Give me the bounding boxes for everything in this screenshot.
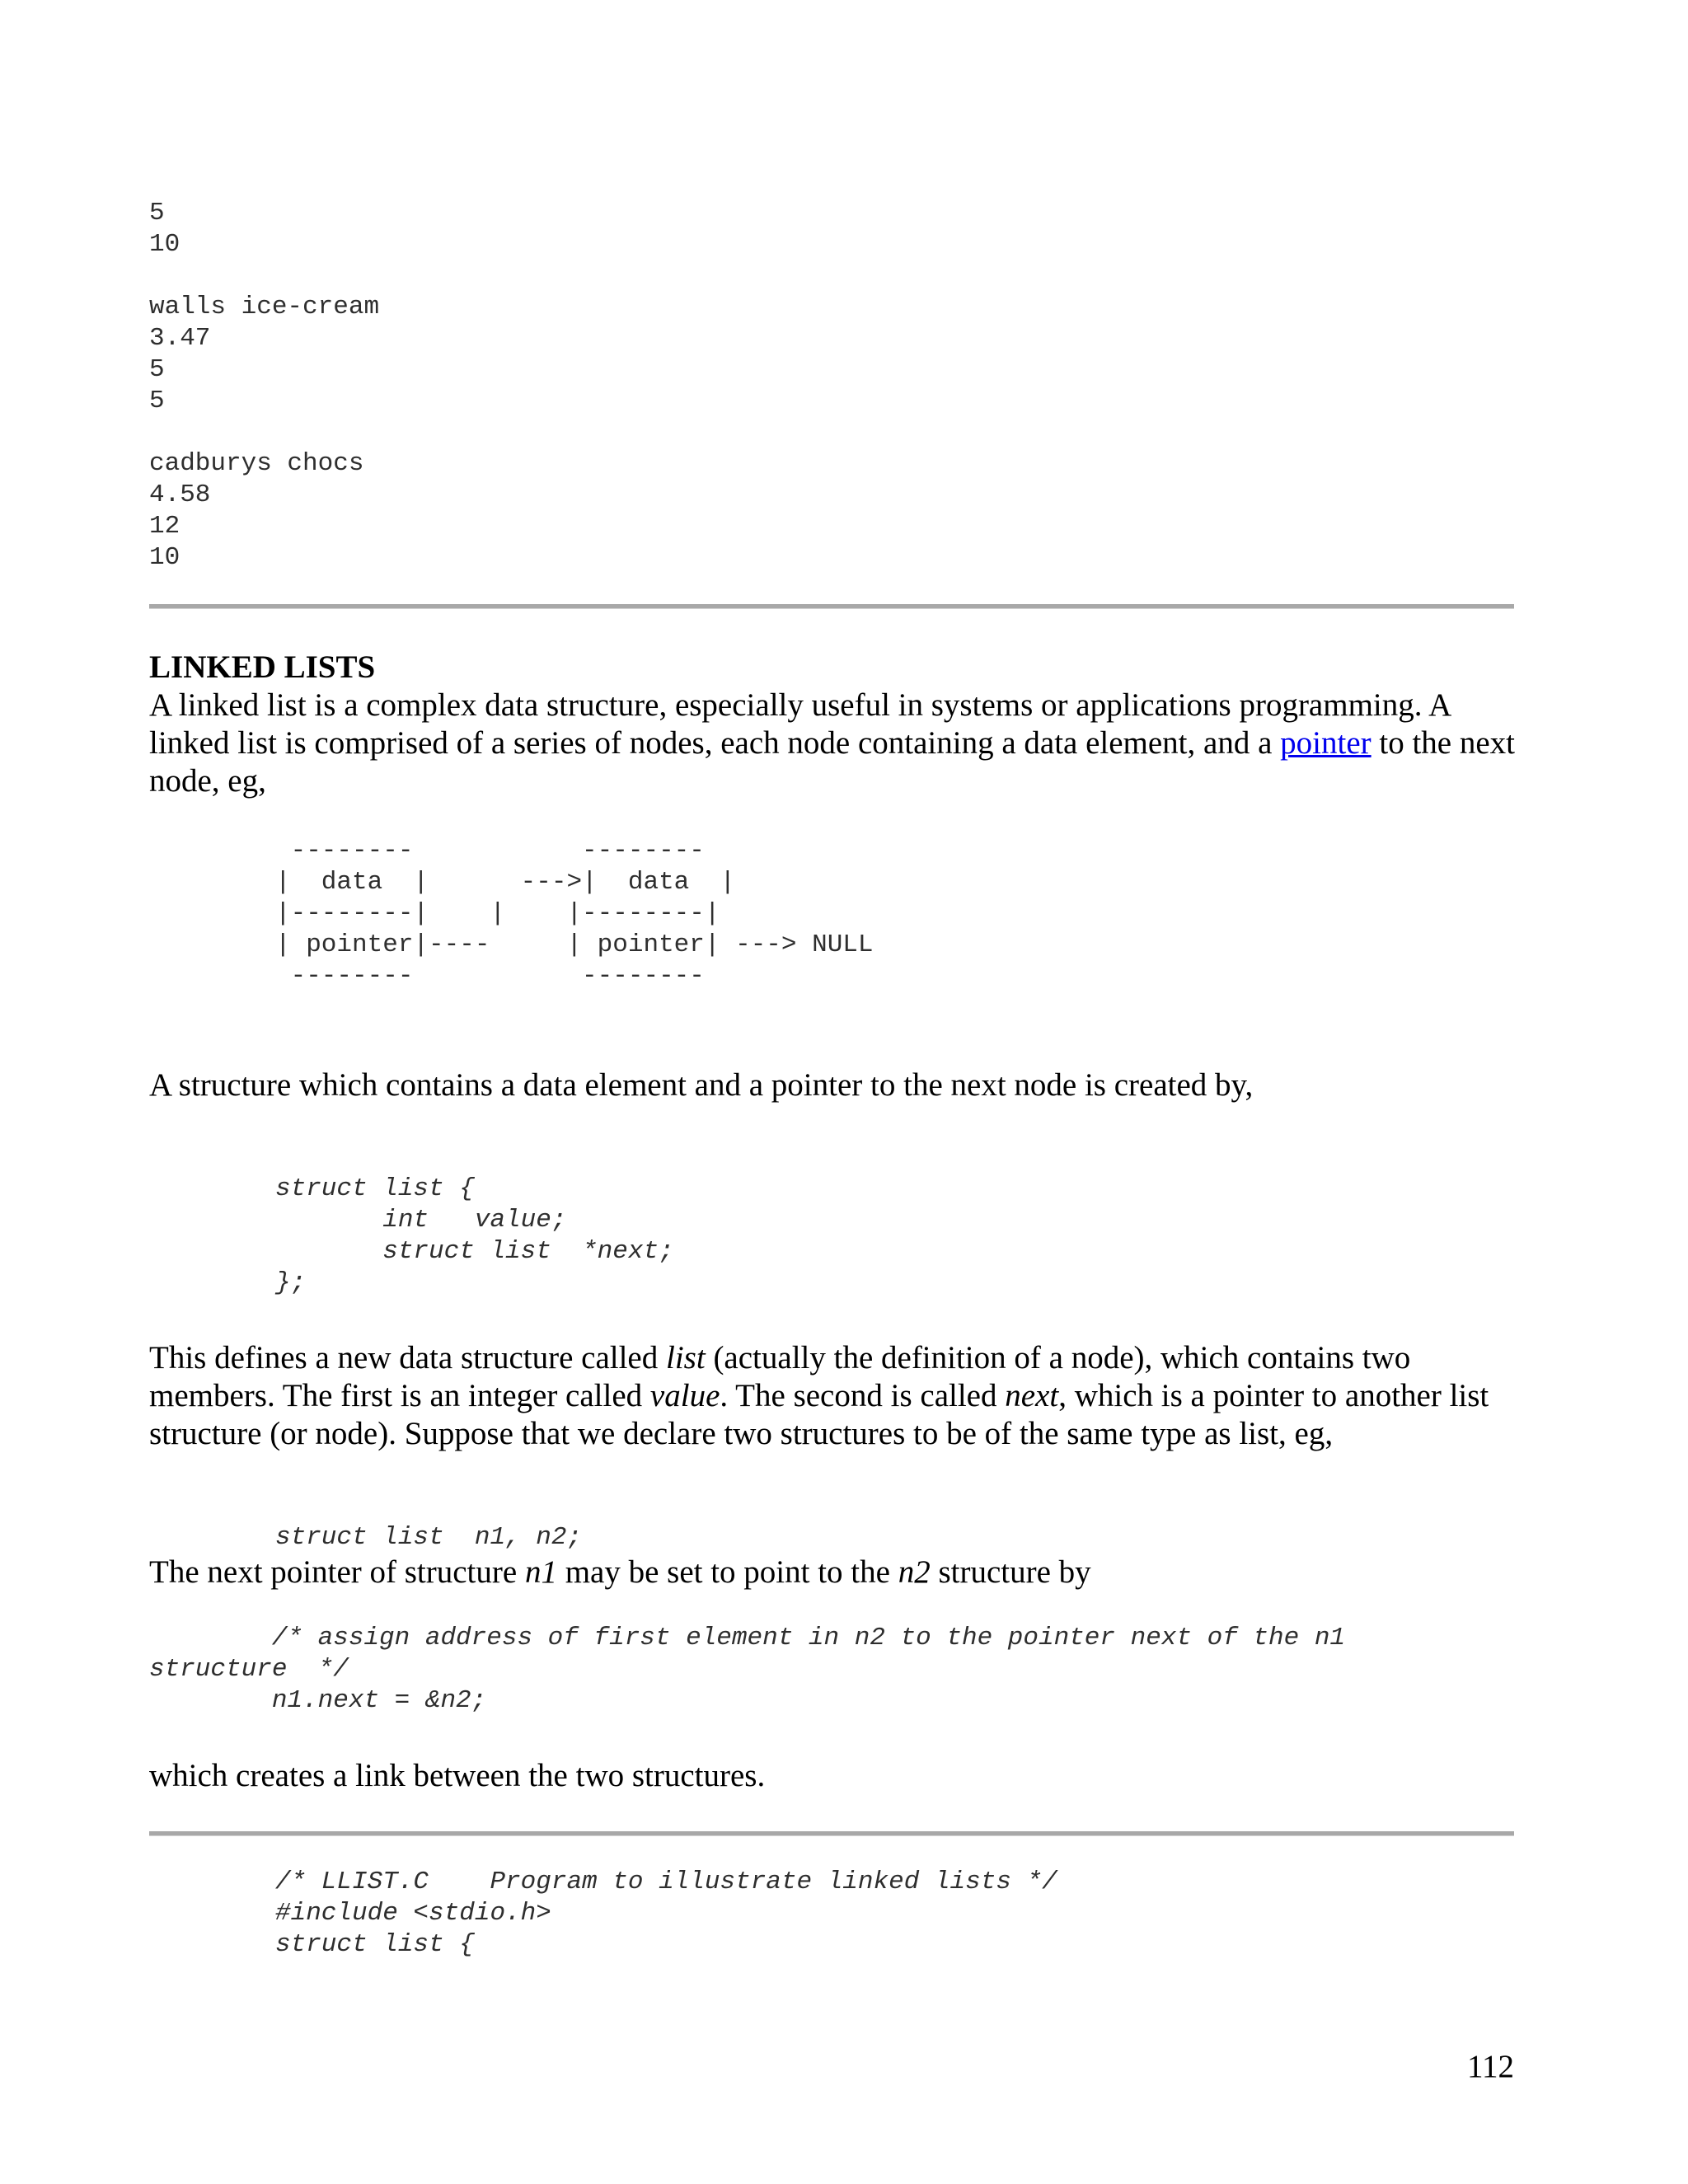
page-number: 112 bbox=[1466, 2049, 1514, 2084]
emphasis-n1: n1 bbox=[524, 1554, 557, 1590]
definition-paragraph bbox=[149, 1339, 1522, 1453]
code-line: structure */ bbox=[149, 1655, 349, 1684]
linked-lists-section bbox=[149, 649, 1517, 800]
emphasis-list: list bbox=[666, 1340, 706, 1376]
next-pointer-paragraph bbox=[149, 1554, 1517, 1591]
code-line: /* assign address of first element in n2 to the pointer next of the n1 bbox=[149, 1624, 1346, 1652]
diagram-line: | data | --->| data | bbox=[275, 868, 736, 897]
code-line: struct list *next; bbox=[275, 1237, 674, 1266]
declare-code-line: struct list n1, n2; bbox=[275, 1523, 583, 1552]
code-line: struct list { bbox=[275, 1930, 475, 1959]
code-line: #include <stdio.h> bbox=[275, 1899, 551, 1928]
output-line bbox=[149, 260, 379, 292]
struct-code-block bbox=[275, 1174, 674, 1299]
output-line: 3.47 bbox=[149, 324, 211, 353]
text-run: (actually the definition of a node), which contains two members. The first is an integer called bbox=[149, 1340, 1411, 1413]
assign-code-block bbox=[149, 1623, 1345, 1717]
text-run: , which is a pointer to another list structure (or node). Suppose that we declare two structures to be of the same type as list, eg, bbox=[149, 1378, 1489, 1451]
emphasis-n2: n2 bbox=[898, 1554, 931, 1590]
text-run: This defines a new data structure called bbox=[149, 1340, 666, 1376]
code-line: /* LLIST.C Program to illustrate linked lists */ bbox=[275, 1868, 1057, 1896]
code-line: n1.next = &n2; bbox=[149, 1686, 487, 1715]
diagram-line: |--------| | |--------| bbox=[275, 899, 720, 928]
code-line: }; bbox=[275, 1268, 307, 1297]
output-line: 10 bbox=[149, 543, 181, 572]
output-line: 12 bbox=[149, 512, 181, 541]
code-line: struct list { bbox=[275, 1174, 475, 1203]
emphasis-value: value bbox=[649, 1378, 720, 1413]
output-line: walls ice-cream bbox=[149, 293, 380, 321]
structure-paragraph: A structure which contains a data element and a pointer to the next node is created by, bbox=[149, 1067, 1254, 1103]
diagram-line: -------- -------- bbox=[275, 962, 705, 991]
output-line: 5 bbox=[149, 199, 165, 227]
output-line: 10 bbox=[149, 230, 181, 259]
horizontal-rule bbox=[149, 604, 1514, 609]
emphasis-next: next bbox=[1005, 1378, 1059, 1413]
intro-paragraph bbox=[149, 687, 1517, 800]
intro-text: A linked list is a complex data structure, especially useful in systems or applications programming. A linked list is comprised of a series of nodes, each node containing a data element, and a bbox=[149, 687, 1451, 761]
program-output-block bbox=[149, 198, 379, 574]
section-heading: LINKED LISTS bbox=[149, 649, 376, 685]
link-paragraph: which creates a link between the two structures. bbox=[149, 1758, 766, 1793]
output-line: 4.58 bbox=[149, 480, 211, 509]
output-line: 5 bbox=[149, 355, 165, 384]
output-line bbox=[149, 417, 379, 448]
text-run: may be set to point to the bbox=[556, 1554, 898, 1590]
code-line: int value; bbox=[275, 1206, 567, 1235]
text-run: . The second is called bbox=[720, 1378, 1006, 1413]
text-run: The next pointer of structure bbox=[149, 1554, 525, 1590]
program-code-block bbox=[275, 1867, 1057, 1961]
diagram-line: | pointer|---- | pointer| ---> NULL bbox=[275, 930, 874, 959]
pointer-link[interactable]: pointer bbox=[1280, 725, 1372, 761]
horizontal-rule bbox=[149, 1831, 1514, 1836]
output-line: 5 bbox=[149, 387, 165, 415]
intro-text-end: to the next node, eg, bbox=[149, 725, 1516, 799]
output-line: cadburys chocs bbox=[149, 449, 364, 478]
text-run: structure by bbox=[930, 1554, 1091, 1590]
linked-list-diagram bbox=[275, 836, 874, 992]
diagram-line: -------- -------- bbox=[275, 837, 705, 865]
